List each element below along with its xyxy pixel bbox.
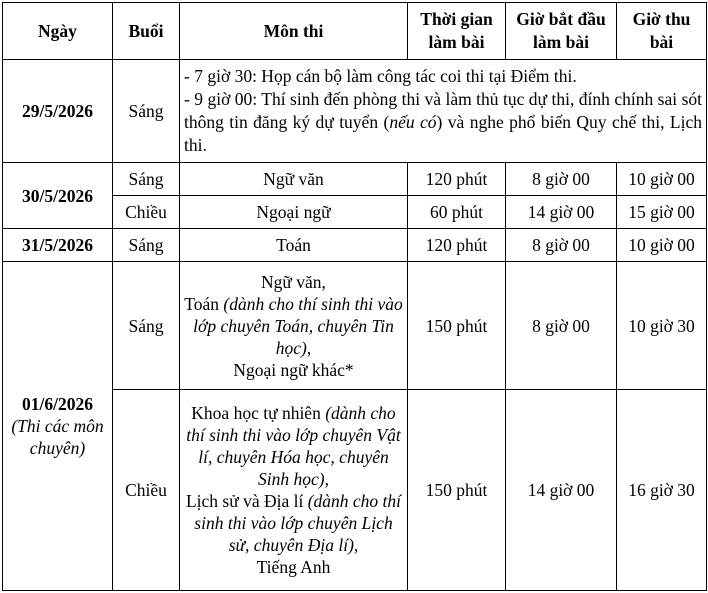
- procedure-note: [180, 60, 707, 163]
- duration-cell: 120 phút: [408, 163, 506, 196]
- date-note: (Thi các môn chuyên): [11, 416, 104, 458]
- subject-cell: Toán: [180, 229, 408, 262]
- header-row: [3, 3, 707, 60]
- session-cell: Sáng: [113, 60, 180, 163]
- subject-note: (dành cho thí sinh thi vào lớp chuyên Toán, chuyên Tin học): [193, 293, 403, 358]
- header-duration: Thời gian làm bài: [408, 3, 506, 60]
- start-time-cell: 14 giờ 00: [506, 390, 617, 591]
- note-line: [184, 88, 702, 157]
- subject-punct: ,: [324, 469, 329, 489]
- subject-name: Khoa học tự nhiên: [191, 403, 321, 423]
- start-time-cell: 14 giờ 00: [506, 196, 617, 229]
- end-time-cell: 10 giờ 30: [617, 262, 707, 390]
- subject-cell: [180, 390, 408, 591]
- date-cell: 31/5/2026: [3, 229, 113, 262]
- subject-cell: [180, 262, 408, 390]
- subject-text: Ngữ văn,: [261, 271, 326, 292]
- note-line: - 7 giờ 30: Họp cán bộ làm công tác coi thi tại Điểm thi.: [184, 66, 577, 86]
- table-row: [3, 229, 707, 262]
- date-text: 01/6/2026: [22, 394, 93, 414]
- header-date: Ngày: [3, 3, 113, 60]
- start-time-cell: 8 giờ 00: [506, 229, 617, 262]
- table-row: [3, 262, 707, 390]
- start-time-cell: 8 giờ 00: [506, 262, 617, 390]
- duration-cell: 150 phút: [408, 390, 506, 591]
- note-text: ) và nghe phổ biến Quy chế thi, Lịch thi.: [184, 112, 702, 155]
- subject-text: [184, 293, 403, 359]
- subject-cell: Ngoại ngữ: [180, 196, 408, 229]
- subject-note: (dành cho thí sinh thi vào lớp chuyên Lịch sử, chuyên Địa lí): [194, 491, 402, 555]
- date-cell: [3, 262, 113, 591]
- duration-cell: 150 phút: [408, 262, 506, 390]
- subject-name: Toán: [184, 293, 219, 314]
- subject-text: [184, 402, 403, 490]
- note-text: - 9 giờ 00: Thí sinh đến phòng thi và làm thủ tục dự thi, đính chính sai sót thông tin đăng ký dự tuyển (: [184, 89, 702, 132]
- header-subject: Môn thi: [180, 3, 408, 60]
- header-session: Buổi: [113, 3, 180, 60]
- header-end-time: Giờ thu bài: [617, 3, 707, 60]
- header-start-time: Giờ bắt đầu làm bài: [506, 3, 617, 60]
- session-cell: Chiều: [113, 390, 180, 591]
- subject-text: [184, 490, 403, 556]
- end-time-cell: 16 giờ 30: [617, 390, 707, 591]
- note-italic: nếu có: [389, 112, 437, 132]
- duration-cell: 60 phút: [408, 196, 506, 229]
- exam-schedule-table: [2, 2, 707, 591]
- end-time-cell: 15 giờ 00: [617, 196, 707, 229]
- table-row: [3, 163, 707, 196]
- end-time-cell: 10 giờ 00: [617, 163, 707, 196]
- subject-text: Ngoại ngữ khác*: [233, 359, 354, 380]
- subject-cell: Ngữ văn: [180, 163, 408, 196]
- start-time-cell: 8 giờ 00: [506, 163, 617, 196]
- subject-text: Tiếng Anh: [256, 557, 331, 577]
- subject-name: Lịch sử và Địa lí: [185, 491, 304, 511]
- session-cell: Sáng: [113, 163, 180, 196]
- session-cell: Chiều: [113, 196, 180, 229]
- duration-cell: 120 phút: [408, 229, 506, 262]
- table-row: [3, 60, 707, 163]
- subject-punct: ,: [353, 535, 359, 555]
- subject-note: (dành cho thí sinh thi vào lớp chuyên Vật lí, chuyên Hóa học, chuyên Sinh học): [186, 403, 401, 489]
- session-cell: Sáng: [113, 229, 180, 262]
- subject-punct: ,: [306, 337, 312, 358]
- session-cell: Sáng: [113, 262, 180, 390]
- end-time-cell: 10 giờ 00: [617, 229, 707, 262]
- date-cell: 29/5/2026: [3, 60, 113, 163]
- date-cell: 30/5/2026: [3, 163, 113, 229]
